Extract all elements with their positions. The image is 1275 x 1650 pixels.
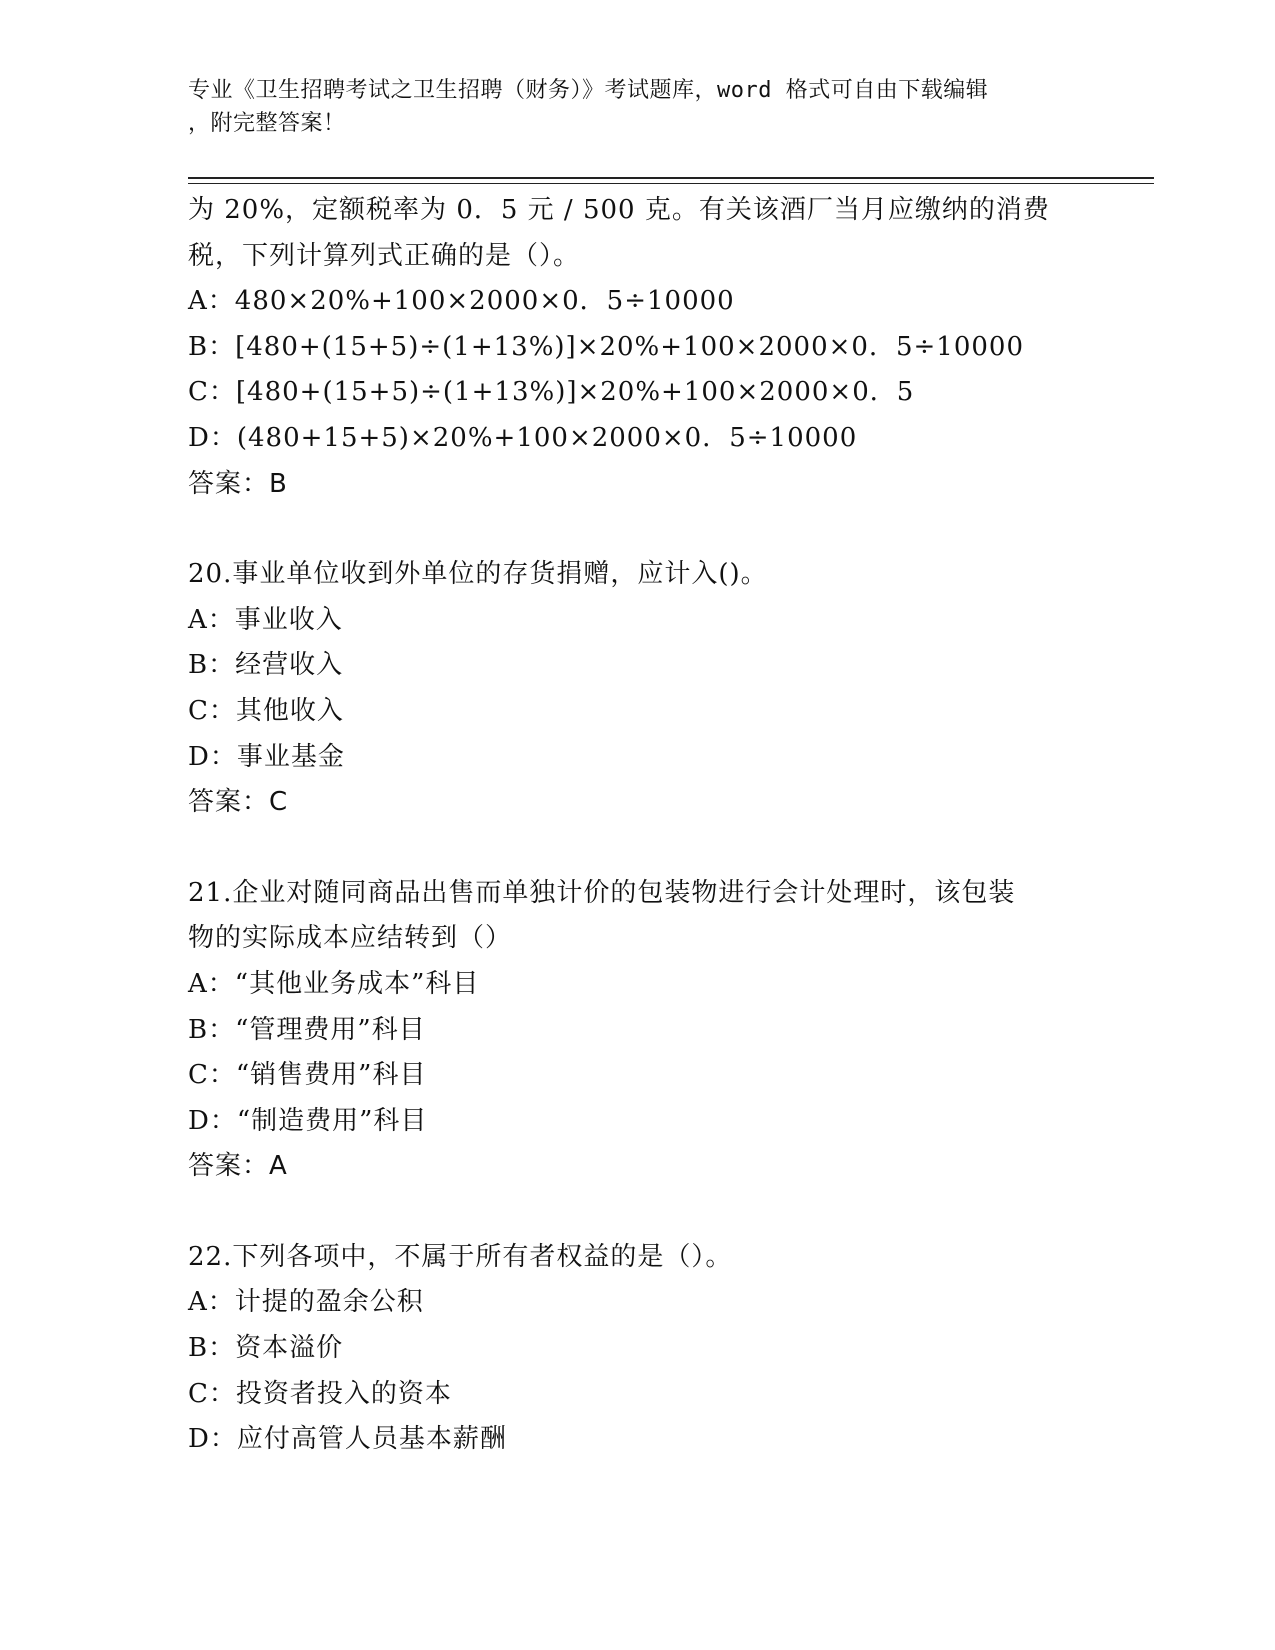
question-text: 为 20%，定额税率为 0．5 元 / 500 克。有关该酒厂当月应缴纳的消费 [188,195,1050,225]
question-22 [188,1235,1088,1463]
option-c: C：[480+(15+5)÷(1+13%)]×20%+100×2000×0．5 [188,377,915,408]
answer: 答案：C [188,787,289,818]
option-a: A：“其他业务成本”科目 [188,968,480,999]
option-c: C：其他收入 [188,695,344,726]
option-a: A：480×20%+100×2000×0．5÷10000 [188,286,735,317]
option-a: A：事业收入 [188,604,343,635]
option-b: B：经营收入 [188,650,344,681]
option-d: D：事业基金 [188,741,345,772]
question-list [188,188,1088,1463]
question-text: 税，下列计算列式正确的是（）。 [188,240,581,271]
option-b: B：资本溢价 [188,1333,344,1364]
header-divider [188,177,1154,179]
option-d: D：应付高管人员基本薪酬 [188,1424,507,1455]
option-b: B：[480+(15+5)÷(1+13%)]×20%+100×2000×0．5÷10000 [188,331,1024,362]
answer: 答案：B [188,468,288,499]
option-c: C：“销售费用”科目 [188,1060,427,1091]
spacer [188,1190,1088,1235]
answer: 答案：A [188,1151,288,1182]
header-line-1: 专业《卫生招聘考试之卫生招聘（财务）》考试题库，word 格式可自由下载编辑 [188,78,989,103]
question-text: 22.下列各项中，不属于所有者权益的是（）。 [188,1241,733,1272]
question-19 [188,188,1088,507]
document-header [188,74,1068,140]
question-text: 物的实际成本应结转到（） [188,923,513,954]
question-20 [188,552,1088,826]
question-text: 21.企业对随同商品出售而单独计价的包装物进行会计处理时，该包装 [188,877,1016,908]
option-d: D：“制造费用”科目 [188,1105,428,1136]
question-21 [188,871,1088,1190]
header-line-2: ，附完整答案！ [188,111,346,136]
header-divider-thin [188,183,1154,184]
option-d: D：(480+15+5)×20%+100×2000×0．5÷10000 [188,422,858,453]
option-c: C：投资者投入的资本 [188,1378,452,1409]
question-text: 20.事业单位收到外单位的存货捐赠，应计入()。 [188,559,768,590]
option-a: A：计提的盈余公积 [188,1287,424,1318]
option-b: B：“管理费用”科目 [188,1014,426,1045]
spacer [188,507,1088,552]
spacer [188,826,1088,871]
